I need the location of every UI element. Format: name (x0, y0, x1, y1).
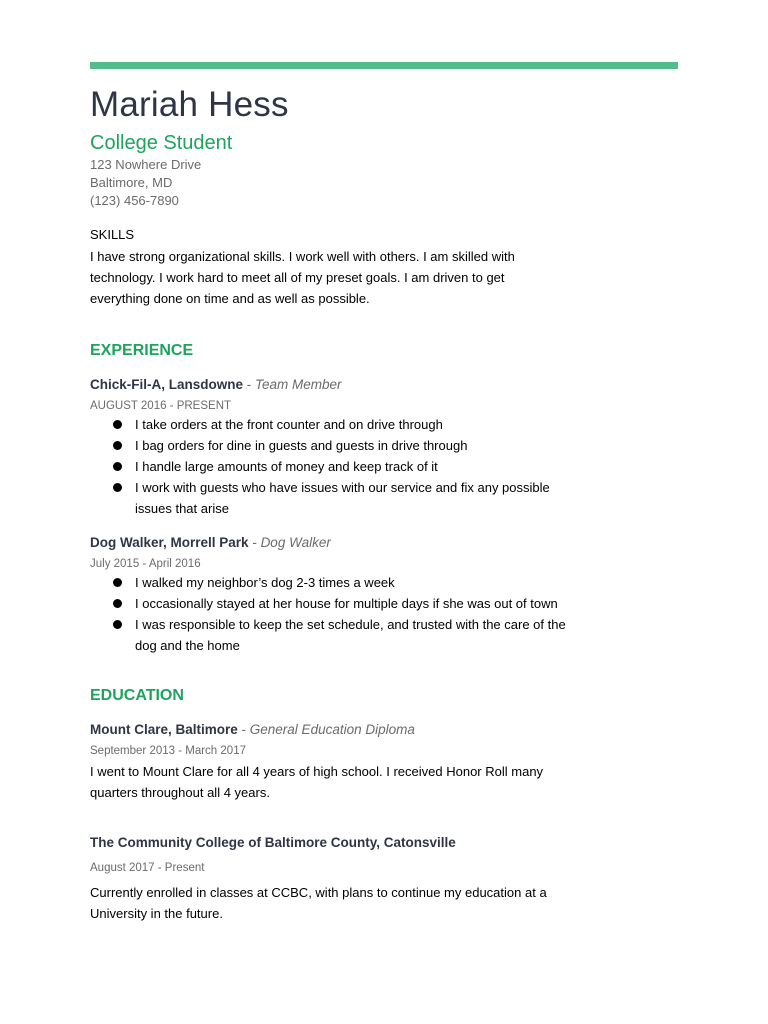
list-item-text: I occasionally stayed at her house for multiple days if she was out of town (135, 596, 558, 611)
school-separator: - (237, 722, 250, 737)
bullet-icon (113, 462, 122, 471)
education-heading: EDUCATION (90, 687, 184, 704)
job-separator: - (248, 535, 261, 550)
bullet-icon (113, 441, 122, 450)
list-item (90, 414, 570, 435)
job-dates: AUGUST 2016 - PRESENT (90, 400, 232, 412)
school-name: Mount Clare, Baltimore (90, 722, 238, 737)
school-dates: September 2013 - March 2017 (90, 745, 246, 757)
list-item-text: I work with guests who have issues with our service and fix any possible issues that arise (135, 480, 550, 516)
job-separator: - (243, 377, 256, 392)
bullet-icon (113, 599, 122, 608)
job-organization: Dog Walker, Morrell Park (90, 535, 249, 550)
experience-heading: EXPERIENCE (90, 342, 194, 359)
list-item-text: I bag orders for dine in guests and guests in drive through (135, 438, 468, 453)
job-header (90, 533, 678, 553)
top-accent-rule (90, 62, 678, 69)
address-line-2: Baltimore, MD (90, 175, 173, 190)
school-description: Currently enrolled in classes at CCBC, with plans to continue my education at a University in the future. (90, 885, 547, 921)
candidate-name: Mariah Hess (90, 85, 289, 124)
bullet-icon (113, 620, 122, 629)
list-item-text: I was responsible to keep the set schedule, and trusted with the care of the dog and the home (135, 617, 566, 653)
school-credential: General Education Diploma (249, 722, 415, 737)
job-entry (90, 375, 678, 519)
job-dates: July 2015 - April 2016 (90, 558, 201, 570)
bullet-icon (113, 578, 122, 587)
list-item (90, 593, 570, 614)
job-header (90, 375, 678, 395)
list-item (90, 456, 570, 477)
list-item-text: I take orders at the front counter and on drive through (135, 417, 443, 432)
list-item (90, 435, 570, 456)
job-entry (90, 533, 678, 656)
address-line-1: 123 Nowhere Drive (90, 157, 202, 172)
list-item (90, 614, 570, 656)
list-item-text: I handle large amounts of money and keep track of it (135, 459, 438, 474)
school-header (90, 720, 678, 740)
list-item (90, 477, 570, 519)
list-item-text: I walked my neighbor’s dog 2-3 times a week (135, 575, 395, 590)
school-description: I went to Mount Clare for all 4 years of high school. I received Honor Roll many quarters throughout all 4 years. (90, 764, 544, 800)
job-duties-list (90, 572, 570, 656)
school-header (90, 833, 678, 853)
contact-block (90, 156, 678, 210)
bullet-icon (113, 483, 122, 492)
skills-text: I have strong organizational skills. I work well with others. I am skilled with technology. I work hard to meet all of my preset goals. I am driven to get everything done on time and as well as possible. (90, 249, 515, 306)
school-dates: August 2017 - Present (90, 862, 205, 874)
skills-heading: SKILLS (90, 227, 135, 242)
resume-page (90, 62, 678, 924)
list-item (90, 572, 570, 593)
education-entry (90, 720, 678, 803)
job-duties-list (90, 414, 570, 519)
job-position: Dog Walker (260, 535, 331, 550)
candidate-role: College Student (90, 132, 233, 154)
education-entry (90, 833, 678, 924)
job-organization: Chick-Fil-A, Lansdowne (90, 377, 244, 392)
bullet-icon (113, 420, 122, 429)
phone-number: (123) 456-7890 (90, 193, 179, 208)
school-name: The Community College of Baltimore County, Catonsville (90, 835, 456, 850)
job-position: Team Member (255, 377, 342, 392)
